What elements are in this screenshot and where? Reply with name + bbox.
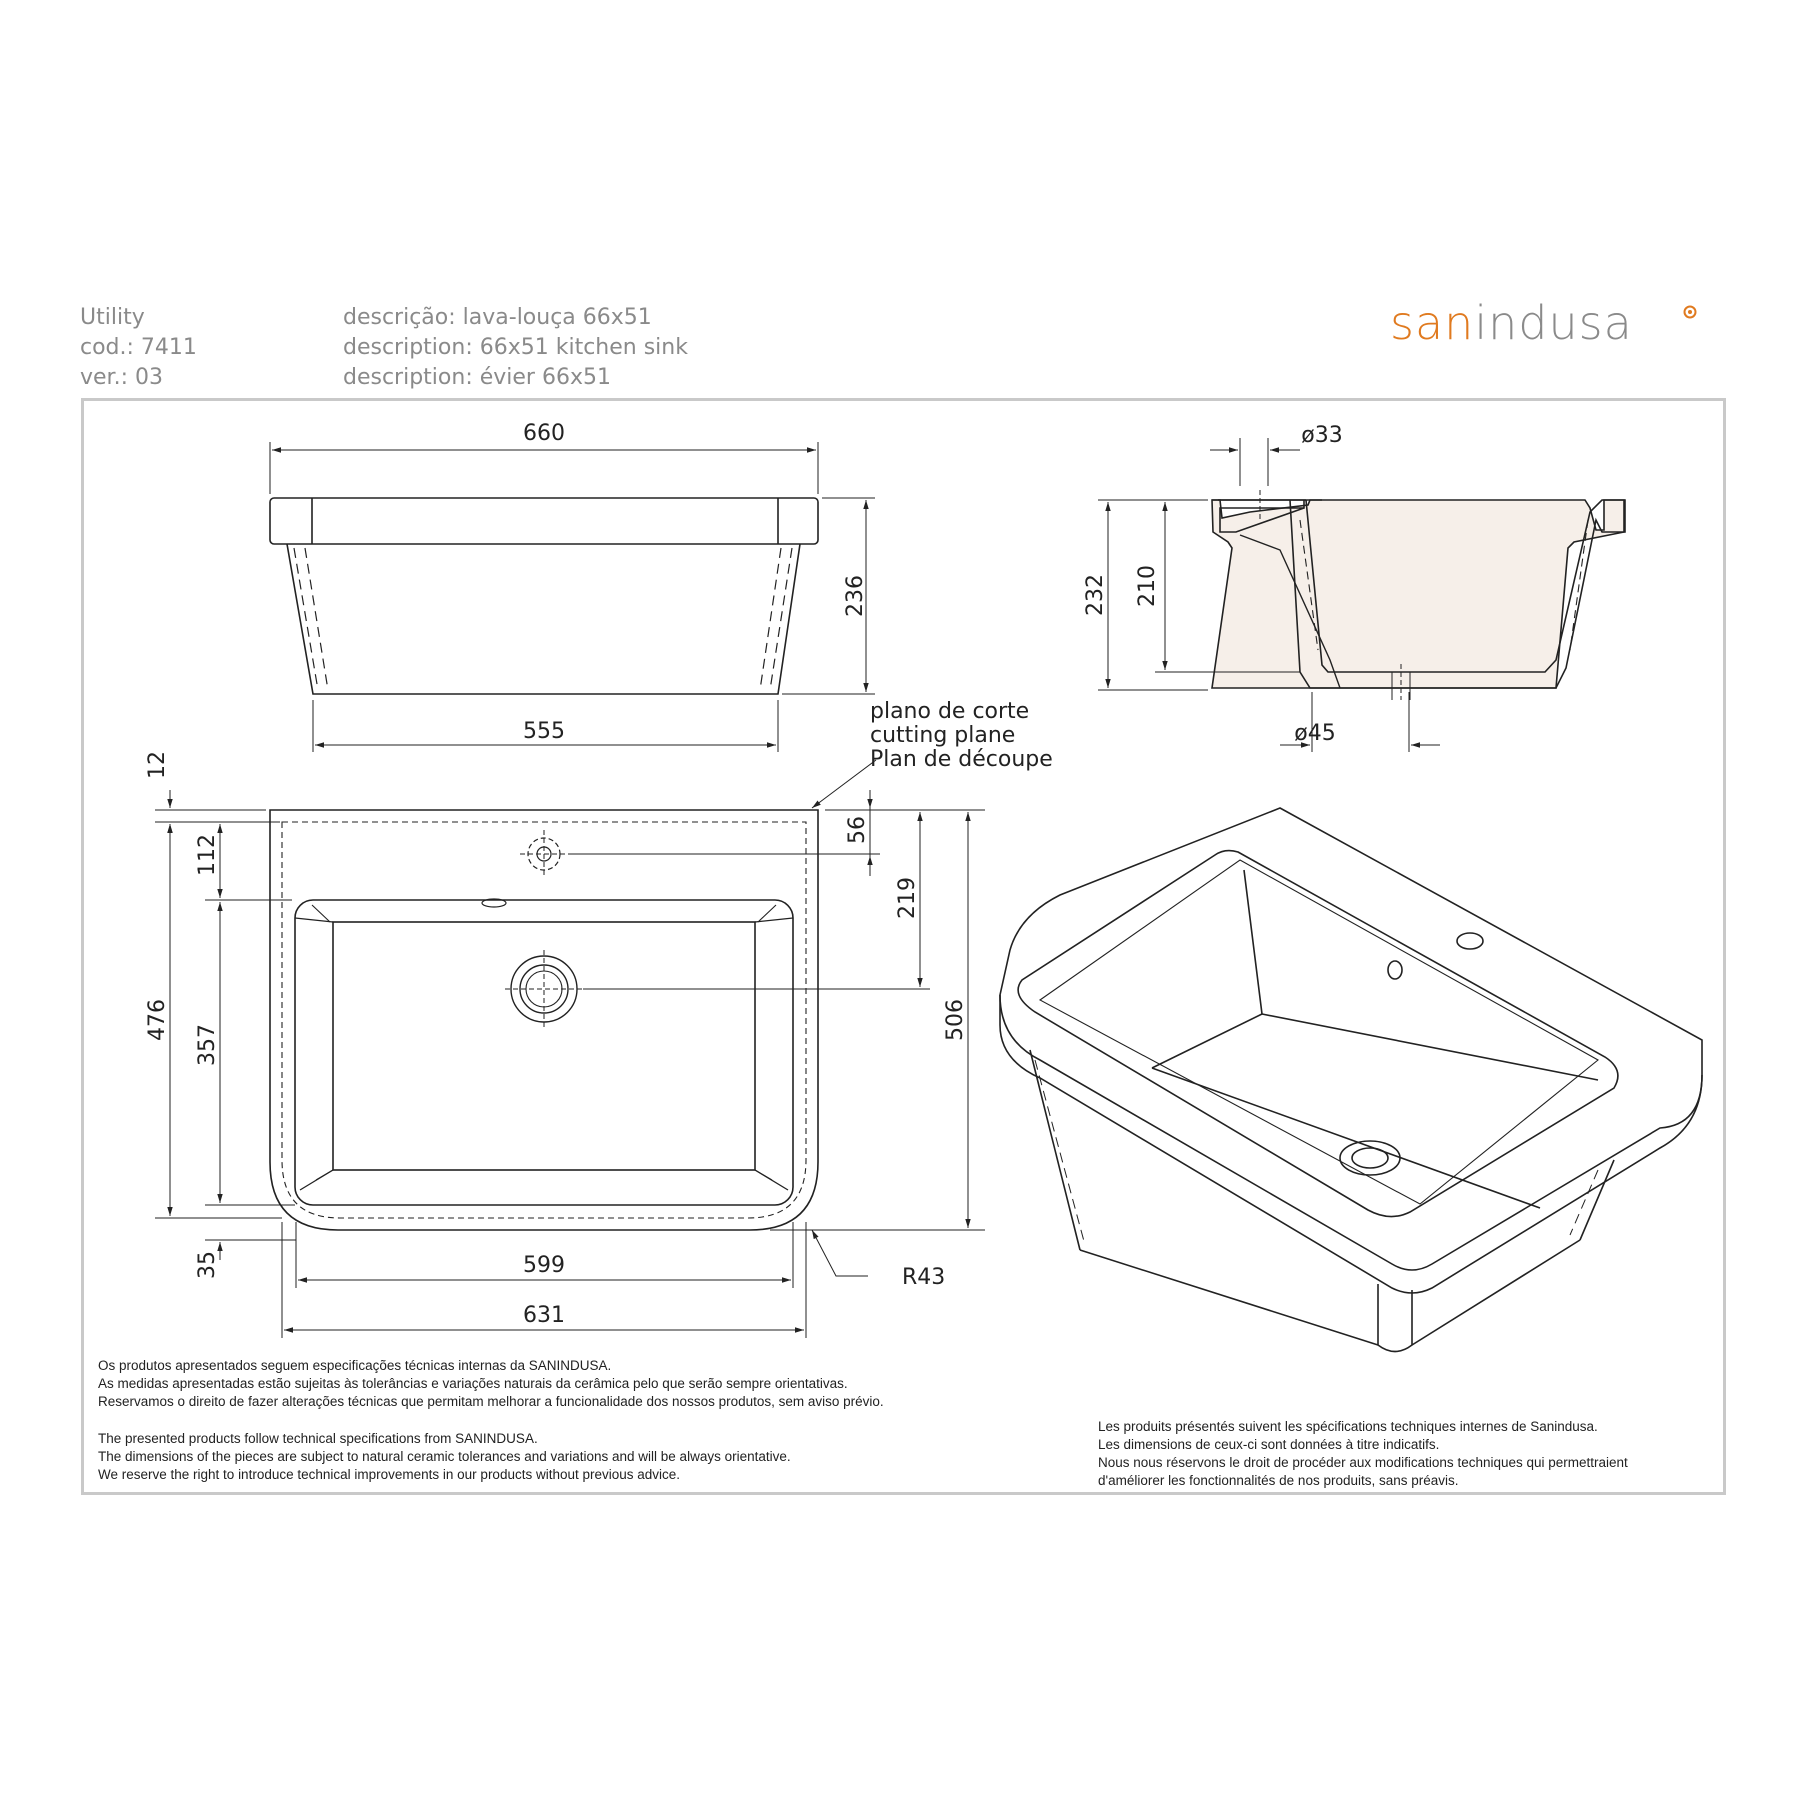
note-line: Les dimensions de ceux-ci sont données à titre indicatifs. [1098,1437,1440,1452]
notes-english [98,1430,791,1484]
dim-357: 357 [195,1024,220,1066]
dim-12: 12 [145,751,170,779]
dim-front-width-top: 660 [523,421,565,446]
note-line: Reservamos o direito de fazer alterações técnicas que permitam melhorar a funcionalidade dos nossos produtos, sem aviso prévio. [98,1394,884,1409]
dim-tap-hole-diameter: ø33 [1301,423,1343,448]
dim-56: 56 [845,816,870,844]
note-line: Nous nous réservons le droit de procéder aux modifications techniques qui permettraient [1098,1455,1628,1470]
product-code: cod.: 7411 [80,335,197,360]
description-fr: description: évier 66x51 [343,365,611,390]
cutting-plane-pt: plano de corte [870,699,1030,724]
description-pt: descrição: lava-louça 66x51 [343,305,652,330]
dim-front-height: 236 [843,575,868,617]
note-line: The dimensions of the pieces are subject to natural ceramic tolerances and variations and will be always orientative. [98,1449,791,1464]
note-line: d'améliorer les fonctionnalités de nos produits, sans préavis. [1098,1473,1459,1488]
note-line: The presented products follow technical specifications from SANINDUSA. [98,1431,538,1446]
product-name: Utility [80,305,145,330]
side-section-view [1098,438,1625,752]
description-en: description: 66x51 kitchen sink [343,335,688,360]
dim-476: 476 [145,999,170,1041]
isometric-view [1000,808,1702,1352]
dim-side-height-total: 232 [1083,574,1108,616]
note-line: As medidas apresentadas estão sujeitas às tolerâncias e variações naturais da cerâmica pelo que serão sempre orientativas. [98,1376,848,1391]
product-version: ver.: 03 [80,365,163,390]
brand-logo-part2: indusa [1474,296,1633,350]
dim-219: 219 [895,877,920,919]
dim-506: 506 [943,999,968,1041]
dim-631: 631 [523,1303,565,1328]
front-view [270,442,875,752]
note-line: Les produits présentés suivent les spécifications techniques internes de Sanindusa. [1098,1419,1598,1434]
radius-label: R43 [902,1265,946,1290]
brand-logo-part1: san [1390,296,1475,350]
cutting-plane-en: cutting plane [870,723,1016,748]
dim-front-width-bottom: 555 [523,719,565,744]
dim-drain-diameter: ø45 [1294,721,1336,746]
notes-portuguese [98,1357,884,1411]
note-line: Os produtos apresentados seguem especificações técnicas internas da SANINDUSA. [98,1358,612,1373]
dim-side-height-inner: 210 [1135,565,1160,607]
dim-35: 35 [195,1251,220,1279]
plan-view [155,760,985,1338]
note-line: We reserve the right to introduce technical improvements in our products without previous advice. [98,1467,681,1482]
cutting-plane-fr: Plan de découpe [870,747,1053,772]
dim-112: 112 [195,834,220,876]
dim-599: 599 [523,1253,565,1278]
notes-french [1098,1418,1628,1490]
